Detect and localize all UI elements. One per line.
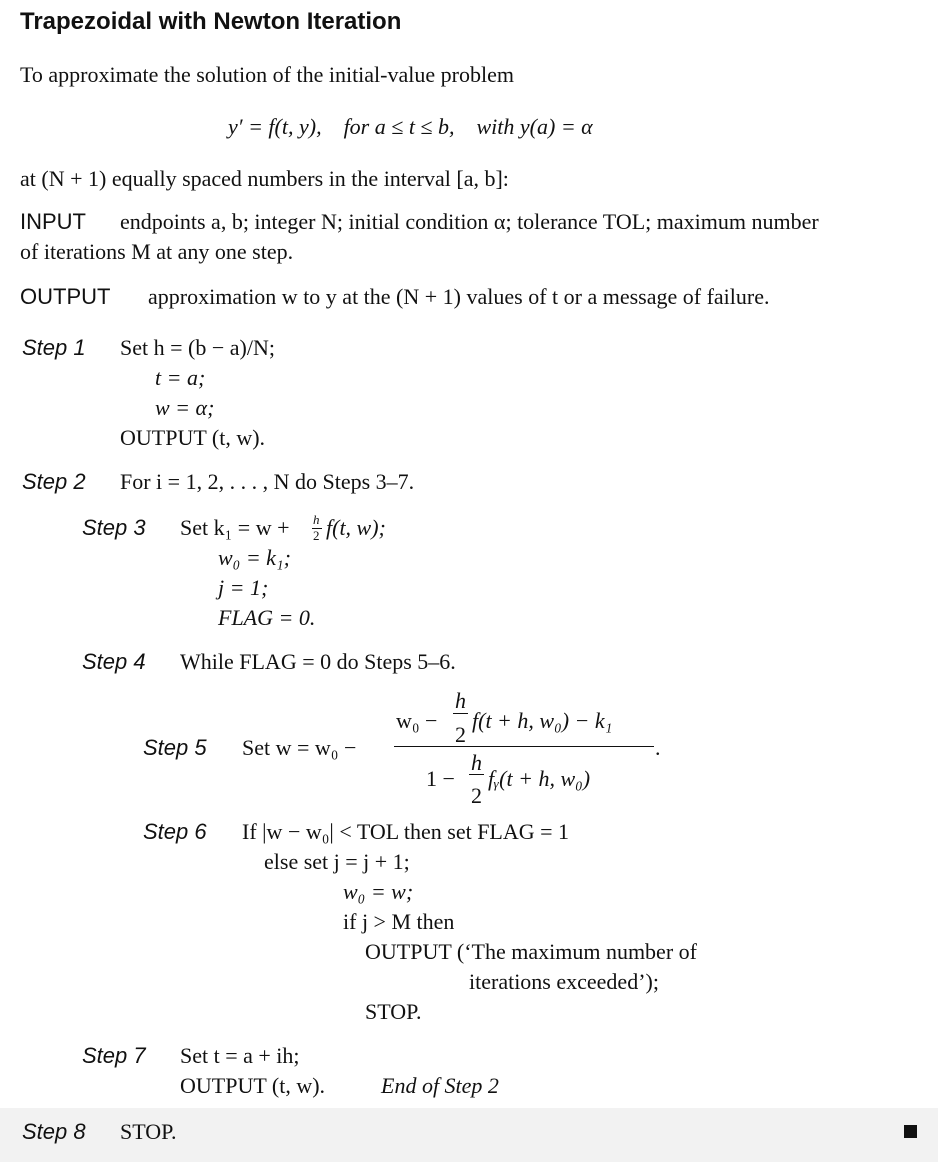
step-3-half-num: h xyxy=(313,512,320,527)
step-1-line-2: t = a; xyxy=(155,365,206,390)
step-1-label: Step 1 xyxy=(22,335,86,360)
ivp-equation: y′ = f(t, y), for a ≤ t ≤ b, with y(a) = α xyxy=(228,114,593,139)
step-6-line-5: OUTPUT (‘The maximum number of xyxy=(365,939,697,964)
step-4-label: Step 4 xyxy=(82,649,146,674)
end-of-proof-square xyxy=(904,1125,917,1138)
step-3-line-4: FLAG = 0. xyxy=(218,605,316,630)
step-5-end: . xyxy=(655,735,661,760)
step-5-den-half-bar xyxy=(469,774,484,775)
step-6-line-2: else set j = j + 1; xyxy=(264,849,410,874)
step-6-line-1: If |w − w₀| < TOL then set FLAG = 1 xyxy=(242,819,570,844)
input-line-1: endpoints a, b; integer N; initial condition α; tolerance TOL; maximum number xyxy=(120,209,819,234)
step-4-line-1: While FLAG = 0 do Steps 5–6. xyxy=(180,649,456,674)
step-5-num-half-bar xyxy=(453,713,468,714)
step-7-line-1: Set t = a + ih; xyxy=(180,1043,300,1068)
step-1-line-4: OUTPUT (t, w). xyxy=(120,425,266,450)
step-3-half-den: 2 xyxy=(313,528,320,543)
step-7-label: Step 7 xyxy=(82,1043,146,1068)
output-label: OUTPUT xyxy=(20,284,111,309)
step-5-lhs: Set w = w₀ − xyxy=(242,735,357,760)
step-3-line-2: w₀ = k₁; xyxy=(218,545,291,570)
step-2-label: Step 2 xyxy=(22,469,86,494)
step-5-num-two: 2 xyxy=(455,722,466,747)
step-5-num-b: f(t + h, w₀) − k₁ xyxy=(472,708,613,733)
step-5-num-a: w₀ − xyxy=(396,708,438,733)
step-3-line-1b: f(t, w); xyxy=(326,515,386,540)
step-6-line-4: if j > M then xyxy=(343,909,455,934)
step-5-main-fraction-bar xyxy=(394,746,654,747)
step-2-line-1: For i = 1, 2, . . . , N do Steps 3–7. xyxy=(120,469,415,494)
step-6-line-3: w₀ = w; xyxy=(343,879,414,904)
step-5-num-h: h xyxy=(455,688,466,713)
output-text: approximation w to y at the (N + 1) values of t or a message of failure. xyxy=(148,284,770,309)
step-3-line-3: j = 1; xyxy=(218,575,269,600)
step-7-end-note: End of Step 2 xyxy=(381,1073,499,1098)
intro-text: To approximate the solution of the initial-value problem xyxy=(20,62,514,87)
step-7-line-2: OUTPUT (t, w). xyxy=(180,1073,326,1098)
page-title: Trapezoidal with Newton Iteration xyxy=(20,8,402,35)
step-8-label: Step 8 xyxy=(22,1119,86,1144)
input-line-2: of iterations M at any one step. xyxy=(20,239,294,264)
step-6-label: Step 6 xyxy=(143,819,207,844)
input-label: INPUT xyxy=(20,209,86,234)
step-1-line-1: Set h = (b − a)/N; xyxy=(120,335,275,360)
step-1-line-3: w = α; xyxy=(155,395,215,420)
step-5-label: Step 5 xyxy=(143,735,207,760)
step-5-den-b: fᵧ(t + h, w₀) xyxy=(488,766,591,791)
step-6-line-6: iterations exceeded’); xyxy=(469,969,659,994)
step-5-den-two: 2 xyxy=(471,783,482,808)
step-8-line-1: STOP. xyxy=(120,1119,177,1144)
step-6-line-7: STOP. xyxy=(365,999,422,1024)
step-5-den-h: h xyxy=(471,750,482,775)
step-5-den-a: 1 − xyxy=(426,766,455,791)
step-3-label: Step 3 xyxy=(82,515,146,540)
step-3-line-1a: Set k₁ = w + xyxy=(180,515,290,540)
interval-text: at (N + 1) equally spaced numbers in the interval [a, b]: xyxy=(20,166,509,191)
